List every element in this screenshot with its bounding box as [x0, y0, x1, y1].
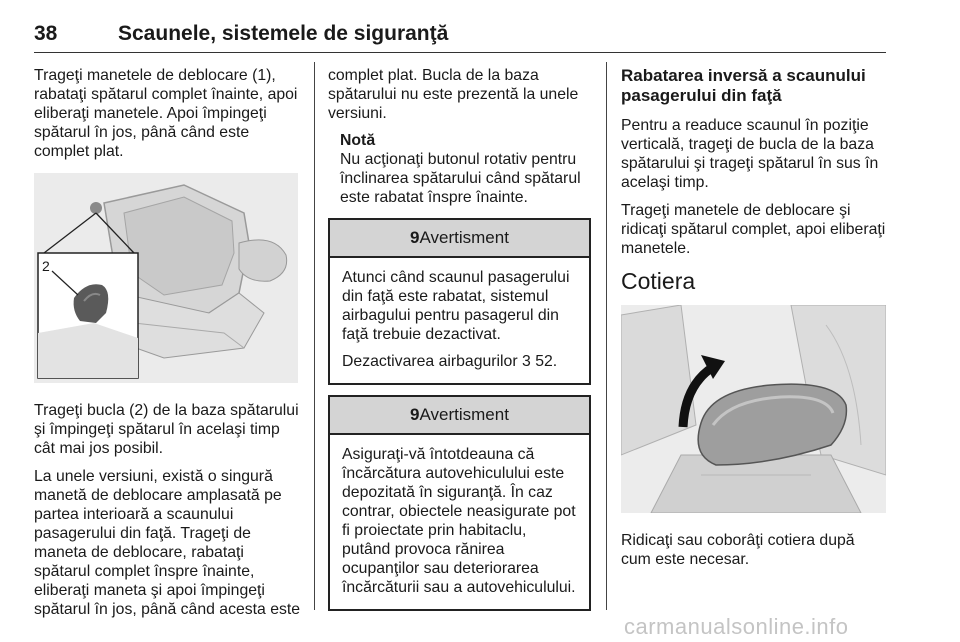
armrest-illustration [621, 305, 886, 513]
paragraph: La unele versiuni, există o singură manetă de deblocare amplasată pe partea interioară a scaunului pasagerului din faţă. Trageţi de maneta de deblocare, rabataţi spătarul complet înspre înainte, eliberaţi maneta şi apoi împingeţi spătarul în jos, până când acesta este [34, 468, 301, 618]
paragraph: Trageţi bucla (2) de la baza spătarului şi împingeţi spătarul în acelaşi timp cât mai jos posibil. [34, 402, 299, 457]
column-divider [606, 62, 607, 610]
warning-header [330, 397, 589, 435]
paragraph: Pentru a readuce scaunul în poziţie verticală, trageţi de bucla de la baza spătarului şi trageţi spătarul în sus în acelaşi timp. [621, 117, 879, 191]
warning-reference [342, 352, 577, 371]
warning-text: Asiguraţi-vă întotdeauna că încărcătura autovehiculului este depozitată în siguranţă. În caz contrar, obiectele neasigurate pot fi proiectate prin habitaclu, putând provoca rănirea ocupanţilor sau deteriorarea încărcăturii sau a autovehiculului. [342, 446, 576, 596]
warning-text: Atunci când scaunul pasagerului din faţă este rabatat, sistemul airbagului pentru pasagerul din faţă trebuie dezactivat. [342, 269, 570, 343]
paragraph: Ridicaţi sau coborâţi cotiera după cum este necesar. [621, 532, 855, 568]
seat-folding-illustration [34, 173, 298, 383]
warning-body [330, 435, 589, 609]
page-number: 38 [34, 22, 58, 45]
warning-title: Avertisment [419, 228, 509, 247]
note-block [340, 131, 591, 207]
page-reference-icon: 3 [522, 353, 531, 370]
reference-text: Dezactivarea airbagurilor [342, 353, 518, 370]
reference-page: 52. [535, 353, 558, 370]
paragraph: Trageţi manetele de deblocare (1), rabataţi spătarul complet înainte, apoi eliberaţi manetele. Apoi împingeţi spătarul în jos, până când este complet plat. [34, 67, 298, 160]
paragraph: Trageţi manetele de deblocare şi ridicaţi spătarul complet, apoi eliberaţi manetele. [621, 202, 886, 257]
warning-body [330, 258, 589, 383]
page-title: Scaunele, sistemele de siguranţă [118, 22, 449, 45]
paragraph: complet plat. Bucla de la baza spătarului nu este prezentă la unele versiuni. [328, 67, 579, 122]
warning-box [328, 218, 591, 385]
callout-label-2: 2 [42, 258, 50, 274]
warning-title: Avertisment [419, 405, 509, 424]
section-title: Cotiera [621, 268, 696, 294]
note-text: Nu acţionaţi butonul rotativ pentru înclinarea spătarului când spătarul este rabatat înspre înainte. [340, 151, 581, 206]
section-heading: Rabatarea inversă a scaunului pasagerului din faţă [621, 66, 866, 105]
note-title: Notă [340, 132, 376, 149]
column-1 [34, 66, 302, 628]
warning-icon: 9 [410, 228, 420, 247]
warning-header [330, 220, 589, 258]
column-2 [328, 66, 591, 621]
warning-icon: 9 [410, 405, 420, 424]
column-divider [314, 62, 315, 610]
page-header [34, 22, 886, 53]
warning-box [328, 395, 591, 611]
watermark: carmanualsonline.info [624, 614, 849, 639]
column-3 [621, 66, 886, 578]
